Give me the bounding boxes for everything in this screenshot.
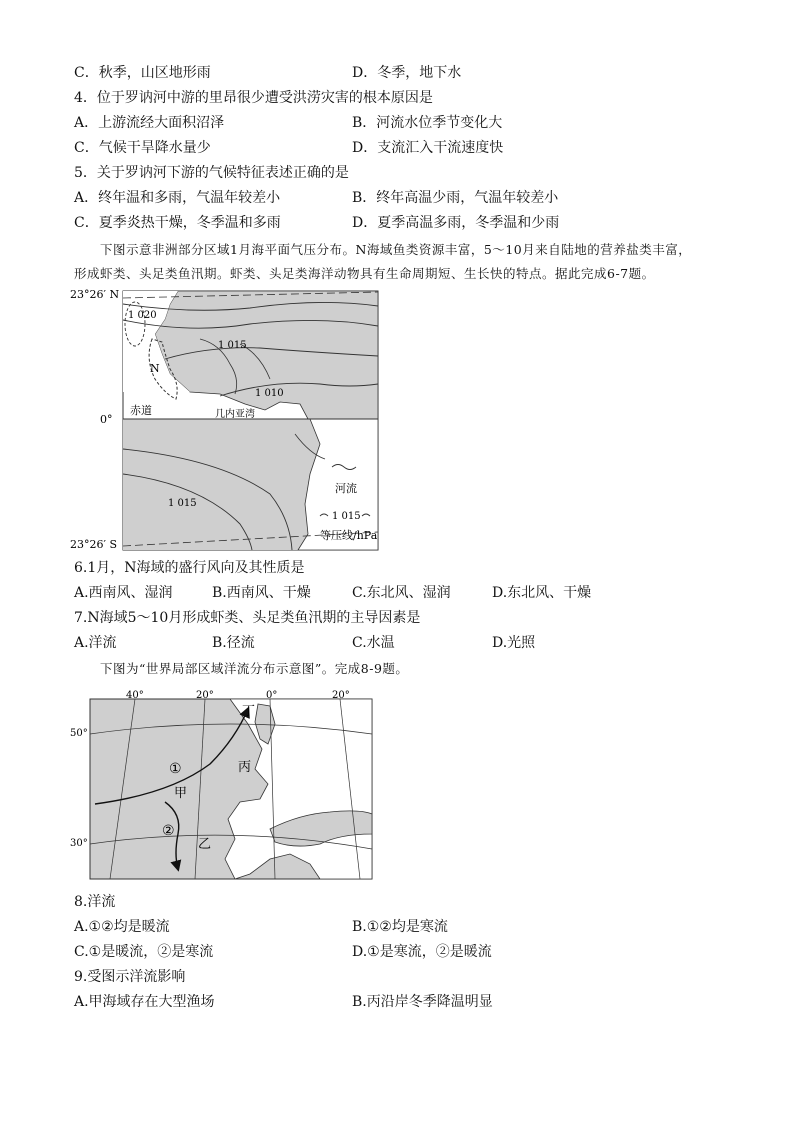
q8-option-a: A.①②均是暖流 [74,919,170,935]
q4-option-b: B．河流水位季节变化大 [352,115,503,131]
q4-option-a: A．上游流经大面积沼泽 [74,115,225,131]
q8-option-d: D.①是寒流，②是暖流 [352,944,492,960]
map1-isobar-1020-label: 1 020 [128,310,157,321]
q5-option-c: C．夏季炎热干燥，冬季温和多雨 [74,215,281,231]
map2-current-1-label: ① [169,761,182,777]
map1-isobar-1015-label: 1 015 [218,340,247,351]
africa-pressure-map [70,284,400,554]
q4-stem: 4．位于罗讷河中游的里昂很少遭受洪涝灾害的根本原因是 [74,90,433,106]
q7-option-b: B.径流 [212,635,255,651]
map1-label-equator: 赤道 [130,404,152,417]
passage-6-7-line2: 形成虾类、头足类鱼汛期。虾类、头足类海洋动物具有生命周期短、生长快的特点。据此完成6-7题。 [74,266,655,281]
q5-stem: 5．关于罗讷河下游的气候特征表述正确的是 [74,165,349,181]
map1-isobar-1015-south-label: 1 015 [168,498,197,509]
map2-lon-20w: 20° [196,690,214,701]
q7-option-a: A.洋流 [74,635,117,651]
q6-option-a: A.西南风、湿润 [74,585,173,601]
map1-label-n: N [150,362,160,375]
q9-option-b: B.丙沿岸冬季降温明显 [352,994,493,1010]
map1-legend-isobar-value: 1 015 [332,511,361,522]
map2-lon-40: 40° [126,690,144,701]
map2-label-jia: 甲 [174,786,188,801]
q7-stem: 7.N海域5～10月形成虾类、头足类鱼汛期的主导因素是 [74,610,421,626]
map2-lat-30: 30° [70,838,88,849]
map2-label-yi: 乙 [198,837,212,852]
passage-8-9: 下图为“世界局部区域洋流分布示意图”。完成8-9题。 [100,661,409,676]
q8-option-b: B.①②均是寒流 [352,919,448,935]
map1-lat-south: 23°26′ S [70,538,118,551]
q9-option-a: A.甲海域存在大型渔场 [74,994,215,1010]
map1-legend-river: 河流 [335,482,357,495]
map1-label-gulf: 几内亚湾 [215,409,255,420]
q7-option-d: D.光照 [492,635,536,651]
q6-option-c: C.东北风、湿润 [352,585,451,601]
q6-stem: 6.1月，N海域的盛行风向及其性质是 [74,560,305,576]
q6-option-d: D.东北风、干燥 [492,585,592,601]
q3-option-d: D．冬季，地下水 [352,65,462,81]
ocean-current-map [70,684,380,884]
q8-stem: 8.洋流 [74,894,116,910]
map2-lon-20e: 20° [332,690,350,701]
map2-label-bing: 丙 [238,760,252,775]
map1-isobar-1010-label: 1 010 [255,388,284,399]
q6-option-b: B.西南风、干燥 [212,585,311,601]
map1-lat-north: 23°26′ N [70,288,120,301]
map2-current-2-label: ② [162,823,175,839]
map1-legend-isobar: 等压线/hPa [320,529,378,542]
q9-stem: 9.受图示洋流影响 [74,969,186,985]
q5-option-a: A．终年温和多雨，气温年较差小 [74,190,281,206]
q5-option-b: B．终年高温少雨，气温年较差小 [352,190,559,206]
map2-lat-50: 50° [70,728,88,739]
q3-option-c: C．秋季，山区地形雨 [74,65,211,81]
q4-option-d: D．支流汇入干流速度快 [352,140,504,156]
q5-option-d: D．夏季高温多雨，冬季温和少雨 [352,215,560,231]
q8-option-c: C.①是暖流，②是寒流 [74,944,214,960]
q4-option-c: C．气候干旱降水量少 [74,140,211,156]
map1-lat-zero: 0° [100,413,113,426]
passage-6-7-line1: 下图示意非洲部分区域1月海平面气压分布。N海域鱼类资源丰富，5～10月来自陆地的营养盐类丰富， [100,242,692,257]
q7-option-c: C.水温 [352,635,395,651]
map2-label-ding: 丁 [242,704,256,719]
map2-lon-0: 0° [266,690,278,701]
